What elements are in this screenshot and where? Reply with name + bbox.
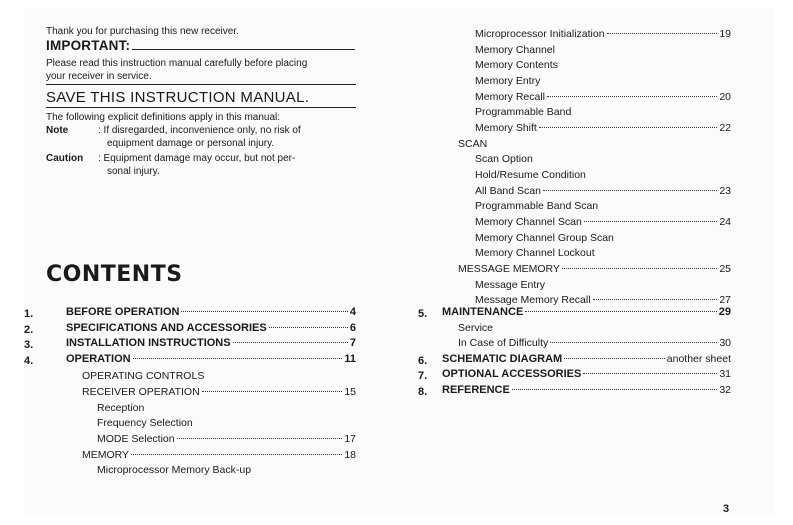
toc-entry[interactable]: All Band Scan 23 [475,185,731,197]
toc-entry[interactable]: MAINTENANCE 29 [442,306,731,318]
important-rule [132,49,355,50]
toc-number: 3. [24,339,34,351]
toc-entry[interactable]: Memory Channel Lockout [475,247,595,259]
toc-entry[interactable]: Memory Shift 22 [475,122,731,134]
toc-entry[interactable]: Memory Channel Group Scan [475,232,614,244]
toc-entry[interactable]: OPTIONAL ACCESSORIES 31 [442,368,731,380]
toc-entry[interactable]: Memory Recall 20 [475,91,731,103]
note-text-1: : If disregarded, inconvenience only, no risk of [98,125,301,136]
read-text-1: Please read this instruction manual carefully before placing [46,58,308,69]
toc-entry[interactable]: Memory Channel Scan 24 [475,216,731,228]
definitions-text: The following explicit definitions apply in this manual: [46,112,281,123]
toc-entry[interactable]: SCHEMATIC DIAGRAM another sheet [442,353,731,365]
toc-entry[interactable]: RECEIVER OPERATION 15 [82,386,356,398]
toc-entry[interactable]: Message Entry [475,279,546,291]
toc-entry[interactable]: Reception [97,402,145,414]
save-rule-bottom [46,107,356,108]
toc-entry[interactable]: SPECIFICATIONS AND ACCESSORIES 6 [66,322,356,334]
page-number: 3 [723,503,730,515]
toc-entry[interactable]: INSTALLATION INSTRUCTIONS 7 [66,337,356,349]
note-label: Note [46,125,69,136]
important-heading: IMPORTANT: [46,38,131,53]
toc-entry[interactable]: Memory Channel [475,44,555,56]
caution-label: Caution [46,153,84,164]
toc-entry[interactable]: Scan Option [475,153,533,165]
toc-entry[interactable]: MESSAGE MEMORY 25 [458,263,731,275]
toc-entry[interactable]: Microprocessor Memory Back-up [97,464,252,476]
manual-page [24,8,774,516]
toc-entry[interactable]: MODE Selection 17 [97,433,356,445]
save-rule-top [46,84,356,85]
toc-entry[interactable]: REFERENCE 32 [442,384,731,396]
toc-number: 8. [418,386,428,398]
toc-number: 1. [24,308,34,320]
toc-entry[interactable]: SCAN [458,138,488,150]
toc-number: 7. [418,370,428,382]
toc-entry[interactable]: Hold/Resume Condition [475,169,586,181]
toc-entry[interactable]: Microprocessor Initialization 19 [475,28,731,40]
read-text-2: your receiver in service. [46,71,152,82]
toc-entry[interactable]: Frequency Selection [97,417,193,429]
toc-number: 5. [418,308,428,320]
toc-entry[interactable]: OPERATING CONTROLS [82,370,205,382]
toc-entry[interactable]: Service [458,322,494,334]
thanks-text: Thank you for purchasing this new receiver. [46,26,239,37]
toc-entry[interactable]: Message Memory Recall 27 [475,294,731,306]
toc-entry[interactable]: Programmable Band Scan [475,200,599,212]
toc-entry[interactable]: MEMORY 18 [82,449,356,461]
toc-number: 2. [24,324,34,336]
toc-entry[interactable]: Memory Contents [475,59,558,71]
toc-entry[interactable]: In Case of Difficulty 30 [458,337,731,349]
caution-text-2: sonal injury. [107,166,160,177]
caution-text-1: : Equipment damage may occur, but not per- [98,153,296,164]
toc-entry[interactable]: Programmable Band [475,106,572,118]
toc-entry[interactable]: Memory Entry [475,75,541,87]
save-heading: SAVE THIS INSTRUCTION MANUAL. [46,89,310,106]
note-text-2: equipment damage or personal injury. [107,138,275,149]
toc-number: 6. [418,355,428,367]
toc-number: 4. [24,355,34,367]
contents-heading: CONTENTS [46,262,183,287]
toc-entry[interactable]: BEFORE OPERATION 4 [66,306,356,318]
toc-entry[interactable]: OPERATION 11 [66,353,356,365]
